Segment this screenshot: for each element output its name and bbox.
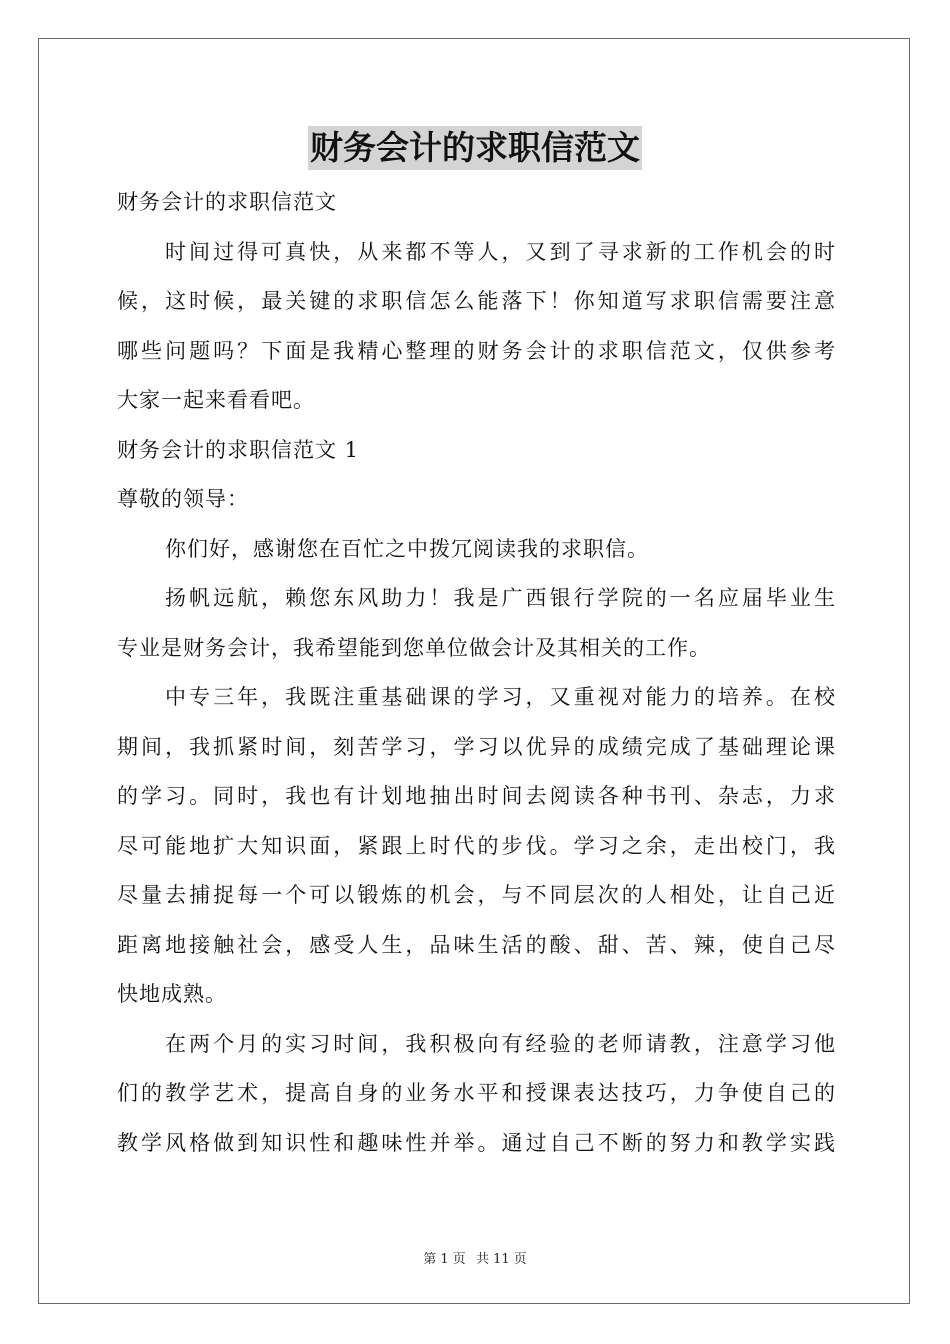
- text-line: 快地成熟。: [117, 982, 227, 1006]
- text-line: 你们好，感谢您在百忙之中拨冗阅读我的求职信。: [165, 536, 649, 561]
- text-line: 候，这时候，最关键的求职信怎么能落下！你知道写求职信需要注意: [117, 289, 835, 313]
- text-line: 财务会计的求职信范文 1: [117, 437, 360, 462]
- text-line: 距离地接触社会，感受人生，品味生活的酸、甜、苦、辣，使自己尽: [117, 932, 835, 957]
- page-number: 第 1 页: [423, 1252, 466, 1267]
- text-line: 扬帆远航，赖您东风助力！我是广西银行学院的一名应届毕业生: [165, 586, 835, 610]
- document-title: 财务会计的求职信范文: [308, 126, 642, 170]
- title-container: [0, 126, 950, 170]
- text-line: 教学风格做到知识性和趣味性并举。通过自己不断的努力和教学实践: [117, 1130, 835, 1155]
- text-line: 大家一起来看看吧。: [117, 388, 315, 412]
- text-line: 们的教学艺术，提高自身的业务水平和授课表达技巧，力争使自己的: [117, 1081, 835, 1105]
- text-line: 在两个月的实习时间，我积极向有经验的老师请教，注意学习他: [165, 1031, 835, 1056]
- text-line: 尽可能地扩大知识面，紧跟上时代的步伐。学习之余，走出校门，我: [117, 833, 835, 858]
- text-line: 哪些问题吗？下面是我精心整理的财务会计的求职信范文，仅供参考: [117, 338, 835, 363]
- page-footer: [0, 1248, 950, 1267]
- document-body: [117, 178, 835, 1168]
- text-line: 期间，我抓紧时间，刻苦学习，学习以优异的成绩完成了基础理论课: [117, 734, 835, 759]
- text-line: 时间过得可真快，从来都不等人，又到了寻求新的工作机会的时: [165, 239, 835, 264]
- page-total: 共 11 页: [475, 1252, 527, 1267]
- text-line: 中专三年，我既注重基础课的学习，又重视对能力的培养。在校: [165, 685, 835, 709]
- text-line: 尽量去捕捉每一个可以锻炼的机会，与不同层次的人相处，让自己近: [117, 883, 835, 907]
- text-line: 专业是财务会计，我希望能到您单位做会计及其相关的工作。: [117, 635, 711, 660]
- text-line: 财务会计的求职信范文: [117, 190, 337, 214]
- text-line: 尊敬的领导：: [117, 487, 249, 511]
- text-line: 的学习。同时，我也有计划地抽出时间去阅读各种书刊、杂志，力求: [117, 784, 835, 808]
